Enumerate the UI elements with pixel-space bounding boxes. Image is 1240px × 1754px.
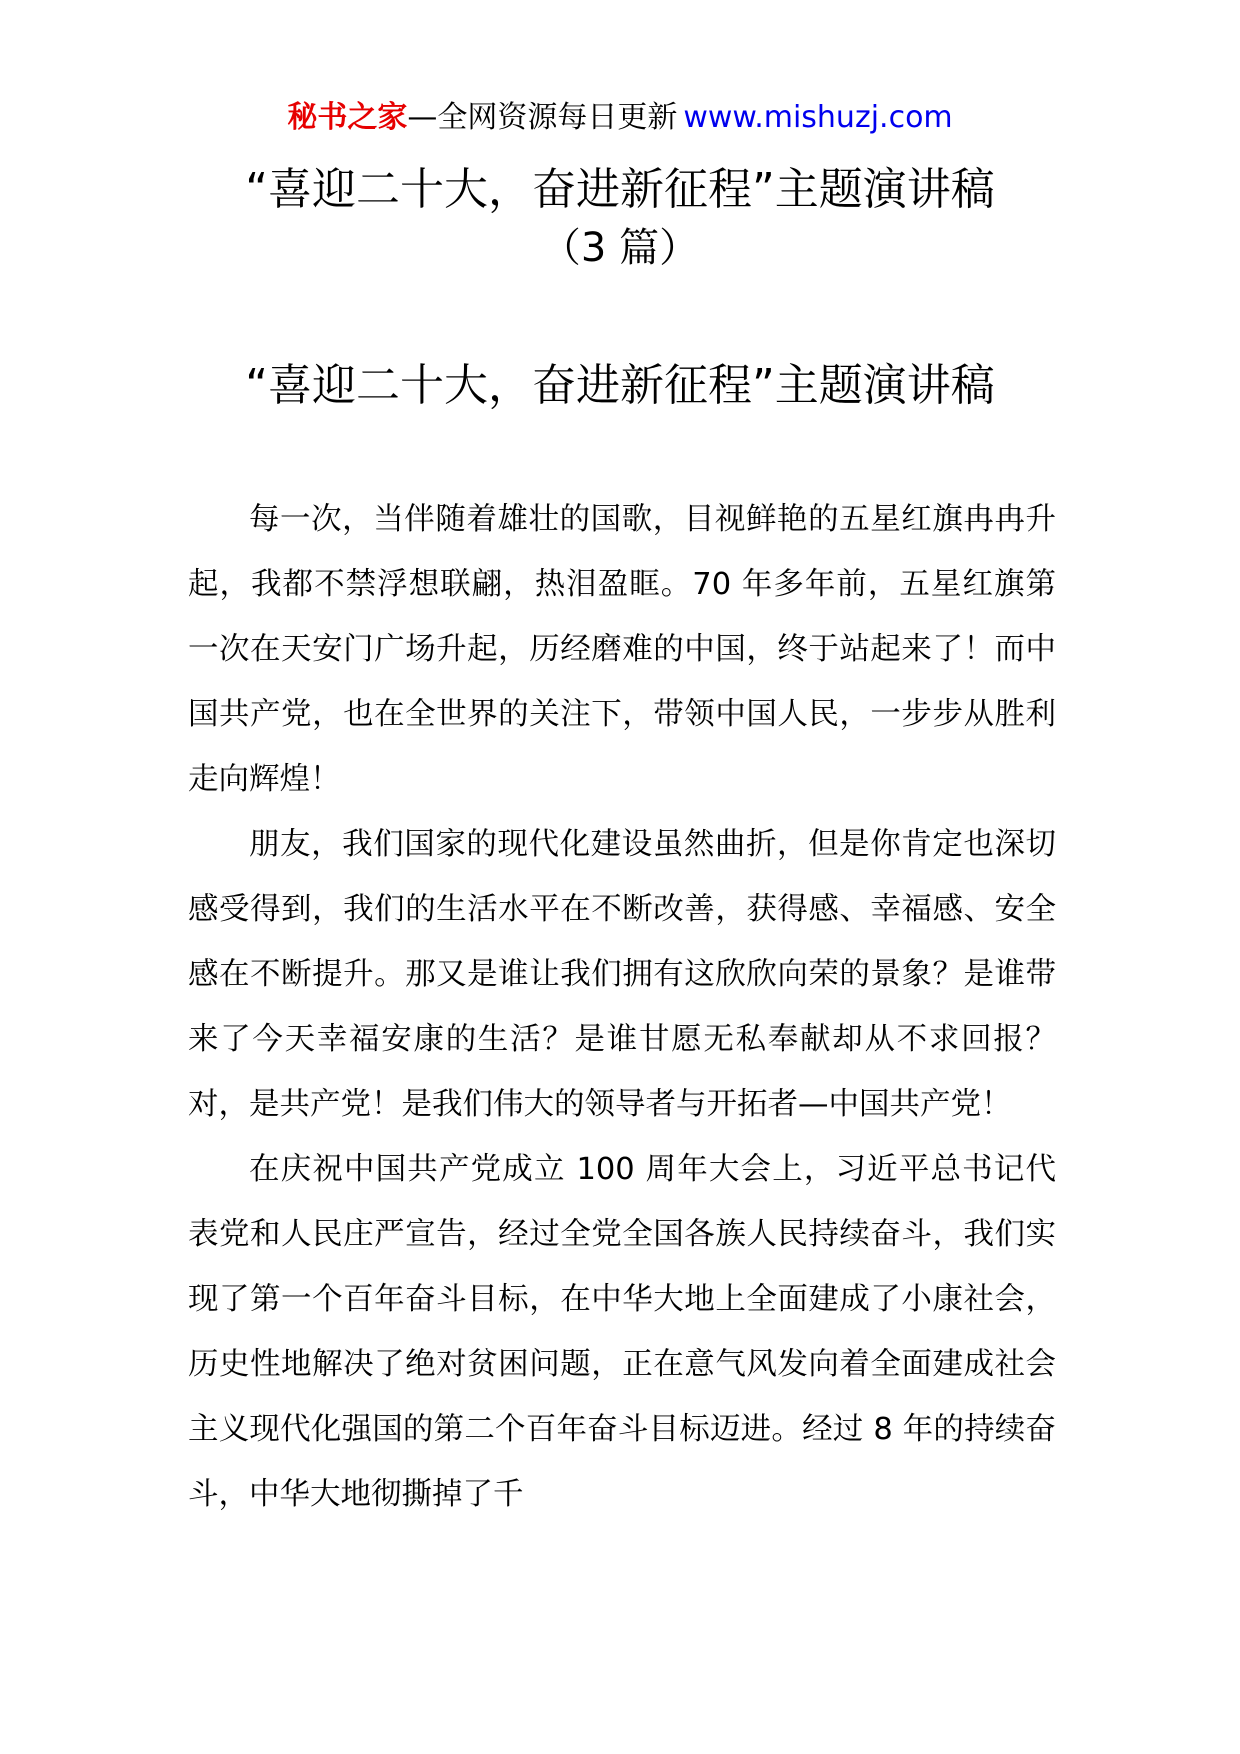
- site-tagline: —全网资源每日更新: [407, 100, 678, 135]
- site-header: [0, 98, 1240, 138]
- document-body: [188, 487, 1056, 1527]
- site-brand: 秘书之家: [287, 100, 408, 135]
- paragraph-3: 在庆祝中国共产党成立 100 周年大会上，习近平总书记代表党和人民庄严宣告，经过全党全国各族人民持续奋斗，我们实现了第一个百年奋斗目标，在中华大地上全面建成了小康社会，历史性地解决了绝对贫困问题，正在意气风发向着全面建成社会主义现代化强国的第二个百年奋斗目标迈进。经过 8 年的持续奋斗，中华大地彻撕掉了千: [188, 1152, 1056, 1512]
- paragraph-1: 每一次，当伴随着雄壮的国歌，目视鲜艳的五星红旗冉冉升起，我都不禁浮想联翩，热泪盈眶。70 年多年前，五星红旗第一次在天安门广场升起，历经磨难的中国，终于站起来了！而中国共产党，也在全世界的关注下，带领中国人民，一步步从胜利走向辉煌！: [188, 502, 1056, 797]
- document-subtitle: （3 篇）: [540, 225, 700, 271]
- site-url-link[interactable]: www.mishuzj.com: [683, 100, 953, 135]
- paragraph-2: 朋友，我们国家的现代化建设虽然曲折，但是你肯定也深切感受得到，我们的生活水平在不断改善，获得感、幸福感、安全感在不断提升。那又是谁让我们拥有这欣欣向荣的景象？是谁带来了今天幸福安康的生活？是谁甘愿无私奉献却从不求回报？对，是共产党！是我们伟大的领导者与开拓者—中国共产党！: [188, 827, 1056, 1122]
- section-title: “喜迎二十大，奋进新征程”主题演讲稿: [245, 360, 995, 411]
- document-title: “喜迎二十大，奋进新征程”主题演讲稿: [245, 164, 995, 215]
